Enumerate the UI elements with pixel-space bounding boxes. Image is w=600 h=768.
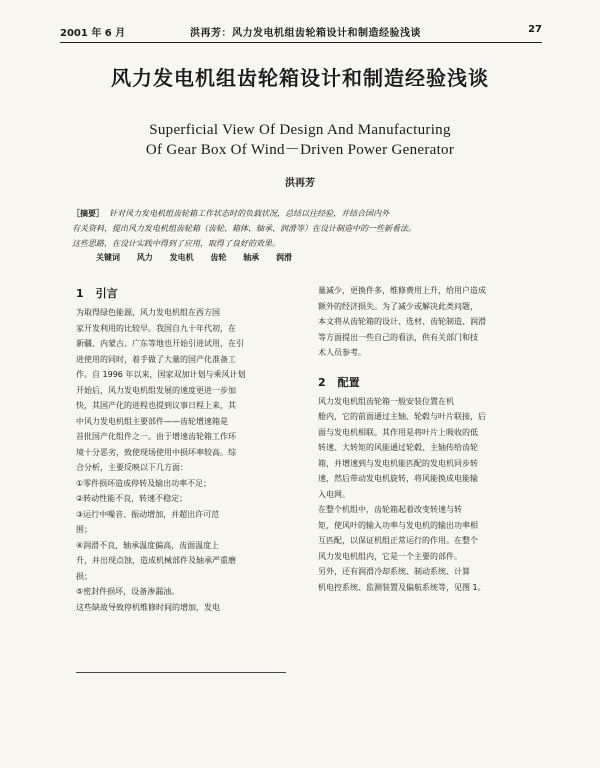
abstract-line-1 [72, 206, 530, 221]
list-item: 损； [76, 571, 92, 581]
keyword: 齿轮 [210, 253, 227, 262]
column-right [318, 283, 534, 595]
list-item: 围； [76, 525, 92, 534]
footnote-rule [76, 672, 286, 673]
section-number: 2 [318, 375, 326, 389]
body-line: 为取得绿色能源，风力发电机组在西方国 [76, 308, 220, 317]
list-item: 升，并出现点蚀，造成机械部件及轴承严重磨 [76, 556, 236, 565]
body-line: 本文将从齿轮箱的设计、选材、齿轮制造、润滑 [318, 317, 486, 326]
keywords-label: 关键词 [96, 253, 120, 262]
body-line: 这些缺故导致停机维修时间的增加，发电 [76, 602, 220, 612]
spacer [318, 361, 534, 372]
body-line: 另外，还有润滑冷却系统、制动系统、计算 [318, 567, 470, 576]
header-date: 2001 年 6 月 [60, 28, 126, 39]
abstract-label: ［摘要］ [72, 209, 104, 218]
abstract-line-2: 有关资料，提出风力发电机组齿轮箱（齿轮、箱体、轴承、润滑等）在设计制造中的一些新看法。 [72, 224, 416, 233]
body-line: 矩，使风叶的输入功率与发电机的输出功率相 [318, 520, 478, 530]
header-page-number: 27 [528, 24, 542, 35]
body-line: 转速、大转矩的风能通过轮毂、主轴传给齿轮 [318, 443, 478, 452]
section-heading-introduction [76, 283, 300, 305]
list-item: ⑤密封件损坏，设备渗漏油。 [76, 587, 180, 596]
body-line: 等方面提出一些自己的看法，供有关部门和技 [318, 332, 478, 342]
keyword: 风力 [136, 253, 153, 262]
section-title: 配置 [337, 375, 360, 389]
body-line: 术人员参考。 [318, 348, 366, 357]
body-line: 境十分恶劣，致使现场使用中损坏率较高。综 [76, 447, 236, 457]
list-item: ④润滑不良，轴承温度偏高，齿面温度上 [76, 540, 220, 550]
abstract [72, 206, 530, 251]
body-line: 舱内，它的前面通过主轴、轮毂与叶片联接，后 [318, 412, 486, 421]
list-item: ②转动性能不良，转速不稳定； [76, 494, 188, 503]
body-line: 额外的经济损失。为了减少或解决此类问题， [318, 301, 478, 311]
section-title: 引言 [95, 287, 118, 300]
section-number: 1 [76, 287, 84, 300]
column-left [76, 283, 300, 615]
keywords [96, 252, 526, 263]
section-heading-configuration [318, 372, 534, 394]
keyword: 润滑 [275, 253, 292, 262]
title-english-line-2: Of Gear Box Of Wind－Driven Power Generator [145, 142, 455, 158]
body-line: 开始后，风力发电机组发展的速度更进一步加 [76, 385, 236, 395]
keyword: 发电机 [169, 253, 194, 262]
body-line: 快，其国产化的进程也提到议事日程上来，其 [76, 401, 236, 410]
abstract-line-3: 这些思路，在设计实践中得到了应用，取得了良好的效果。 [72, 239, 280, 248]
body-line: 速，然后带动发电机旋转，将风能换成电能输 [318, 474, 478, 483]
body-line: 进使用的同时，着手做了大量的国产化准备工 [76, 354, 236, 364]
header-rule [60, 42, 542, 43]
body-line: 新疆、内蒙古、广东等地也开始引进试用，在引 [76, 339, 244, 348]
body-line: 量减少，更换件多，维修费用上升，给用户造成 [318, 286, 486, 295]
body-line: 箱，并增速到与发电机能匹配的发电机同步转 [318, 458, 478, 468]
list-item: ①零件损坏造成停转及输出功率不足； [76, 478, 212, 488]
body-line: 风力发电机组内，它是一个主要的部件。 [318, 551, 462, 561]
title-english-line-1: Superficial View Of Design And Manufacturing [149, 122, 451, 138]
body-line: 机电控系统、监测装置及偏航系统等，见图 1。 [318, 582, 486, 592]
running-header [30, 24, 570, 40]
author-name: 洪再芳 [285, 178, 315, 189]
body-line: 入电网。 [318, 489, 350, 499]
body-line: 面与发电机相联。其作用是将叶片上吸收的低 [318, 427, 478, 437]
body-line: 合分析，主要反映以下几方面： [76, 463, 188, 472]
header-journal-title: 洪再芳：风力发电机组齿轮箱设计和制造经验浅谈 [190, 28, 421, 39]
body-line: 中风力发电机组主要部件——齿轮增速箱是 [76, 416, 228, 426]
body-line: 在整个机组中，齿轮箱起着改变转速与转 [318, 505, 462, 514]
body-line: 作。自 1996 年以来，国家双加计划与乘风计划 [76, 370, 246, 379]
paper-title-english [0, 120, 600, 160]
keyword: 轴承 [243, 253, 260, 262]
abstract-text-1: 针对风力发电机组齿轮箱工作状态时的负载状况，总结以往经验，并结合国内外 [109, 209, 390, 218]
body-line: 风力发电机组齿轮箱一般安装位置在机 [318, 396, 454, 406]
body-line: 首批国产化组件之一。由于增速齿轮箱工作环 [76, 432, 236, 441]
paper-title-chinese: 风力发电机组齿轮箱设计和制造经验浅谈 [111, 66, 489, 90]
body-line: 互匹配，以保证机组正常运行的作用。在整个 [318, 536, 478, 545]
body-line: 家开发利用的比较早。我国自九十年代初，在 [76, 323, 236, 333]
list-item: ③运行中噪音、振动增加，并超出许可范 [76, 509, 220, 519]
